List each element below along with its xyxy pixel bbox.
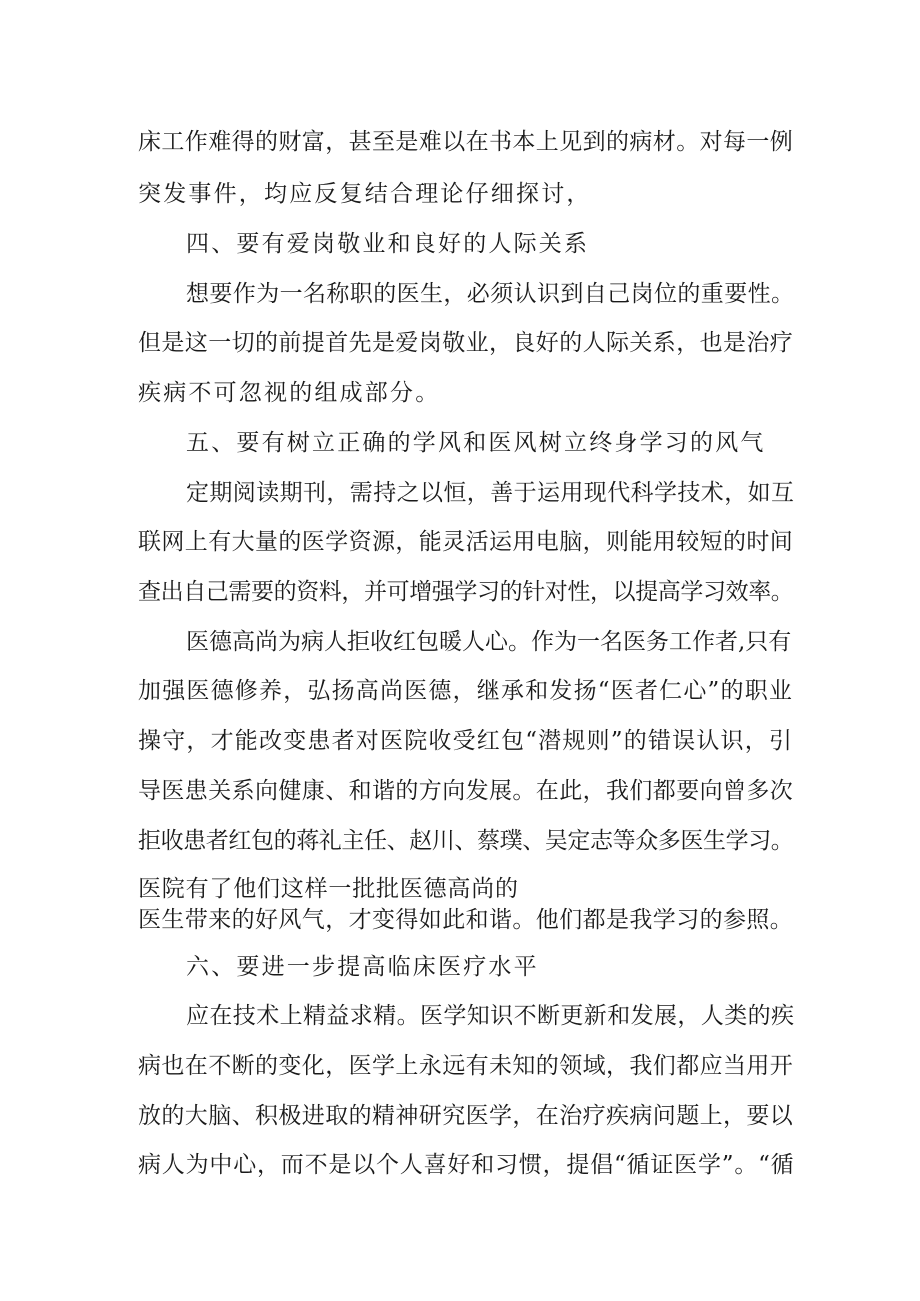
paragraph-line: 但是这一切的前提首先是爱岗敬业，良好的人际关系，也是治疗 xyxy=(138,330,794,356)
paragraph-line: 放的大脑、积极进取的精神研究医学，在治疗疾病问题上，要以 xyxy=(138,1103,794,1129)
section-heading-4: 四、要有爱岗敬业和良好的人际关系 xyxy=(186,231,590,257)
paragraph-line: 医院有了他们这样一批批医德高尚的 xyxy=(138,876,519,902)
paragraph-line: 床工作难得的财富，甚至是难以在书本上见到的病材。对每一例 xyxy=(138,129,794,155)
paragraph-line: 医德高尚为病人拒收红包暖人心。作为一名医务工作者,只有 xyxy=(186,629,792,655)
paragraph-line: 定期阅读期刊，需持之以恒，善于运用现代科学技术，如互 xyxy=(186,480,795,506)
paragraph-line: 应在技术上精益求精。医学知识不断更新和发展，人类的疾 xyxy=(186,1003,795,1029)
paragraph-line: 疾病不可忽视的组成部分。 xyxy=(138,380,441,406)
paragraph-line: 拒收患者红包的蒋礼主任、赵川、蔡璞、吴定志等众多医生学习。 xyxy=(138,828,794,854)
paragraph-line: 病人为中心，而不是以个人喜好和习惯，提倡“循证医学”。“循 xyxy=(138,1152,795,1178)
paragraph-line: 病也在不断的变化，医学上永远有未知的领域，我们都应当用开 xyxy=(138,1053,794,1079)
section-heading-6: 六、要进一步提高临床医疗水平 xyxy=(186,954,539,980)
paragraph-line: 导医患关系向健康、和谐的方向发展。在此，我们都要向曾多次 xyxy=(138,778,794,804)
paragraph-line: 操守，才能改变患者对医院收受红包“潜规则”的错误认识，引 xyxy=(138,728,794,754)
paragraph-line: 突发事件，均应反复结合理论仔细探讨， xyxy=(138,181,592,207)
paragraph-line: 联网上有大量的医学资源，能灵活运用电脑，则能用较短的时间 xyxy=(138,529,794,555)
paragraph-line: 加强医德修养，弘扬高尚医德，继承和发扬“医者仁心”的职业 xyxy=(138,678,794,704)
paragraph-line: 想要作为一名称职的医生，必须认识到自己岗位的重要性。 xyxy=(186,281,795,307)
paragraph-line: 查出自己需要的资料，并可增强学习的针对性，以提高学习效率。 xyxy=(138,579,794,605)
section-heading-5: 五、要有树立正确的学风和医风树立终身学习的风气 xyxy=(186,430,766,456)
paragraph-line: 医生带来的好风气，才变得如此和谐。他们都是我学习的参照。 xyxy=(138,907,794,933)
